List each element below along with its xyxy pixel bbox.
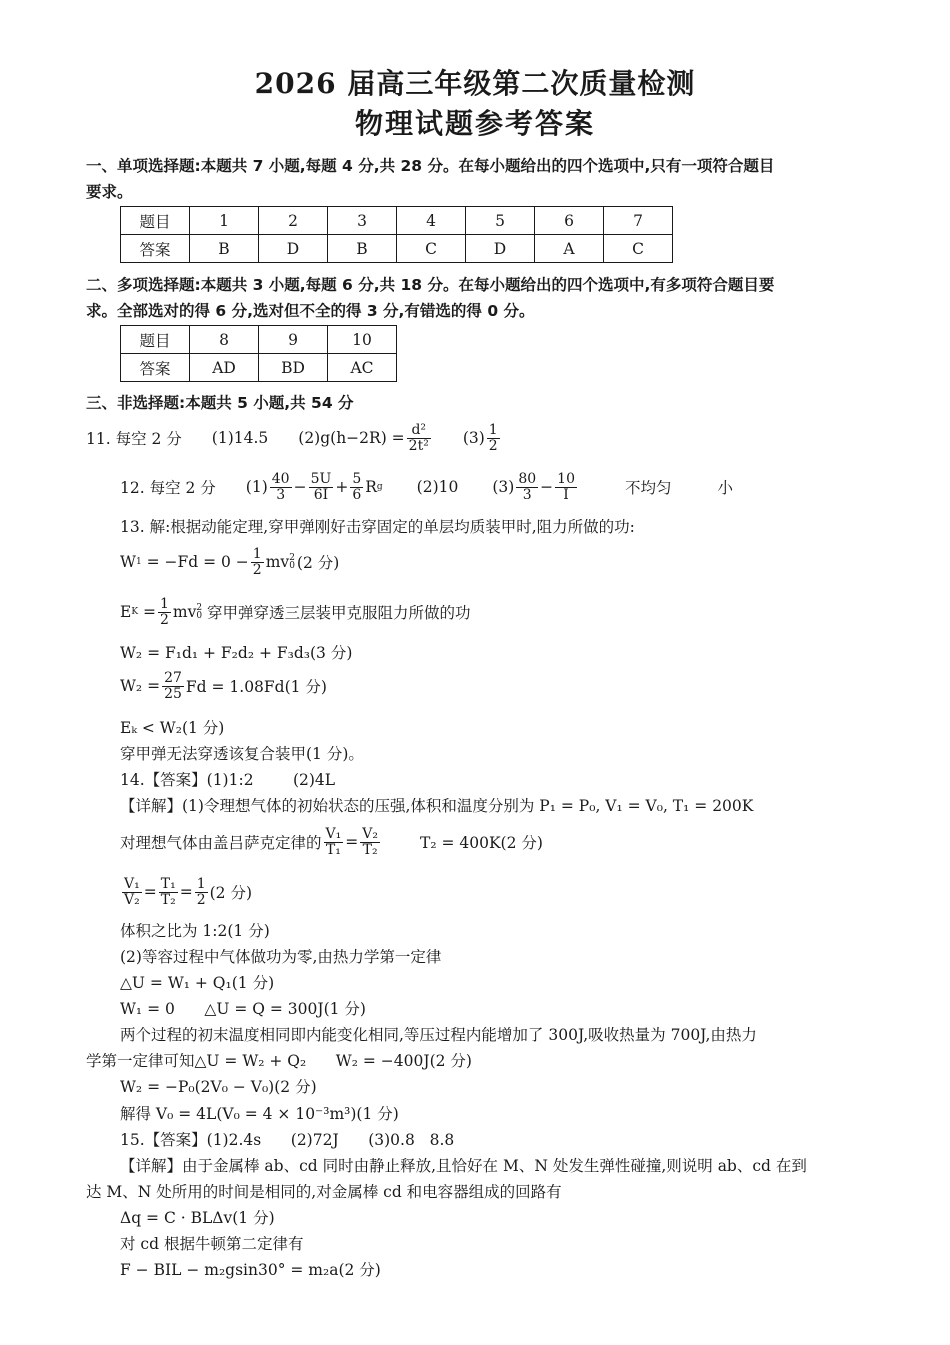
q14-ratio-score: (2 分) <box>209 884 252 902</box>
equals: = <box>345 833 359 851</box>
q11-part2-fraction: $\frac{\text{d²}}{\text{2t²}}$ <box>408 421 429 454</box>
q12-fraction-4: $\frac{80}{3}$ <box>518 470 537 503</box>
q13-w1-fraction: $\frac{1}{2}$ <box>252 545 262 578</box>
q13-ek-tail: mv <box>172 603 197 621</box>
q14-ratio-equation <box>120 870 252 914</box>
superscript: 2 <box>196 602 203 613</box>
q12-lead: 12. 每空 2 分 <box>120 479 216 497</box>
row-label-question: 题目 <box>121 326 190 354</box>
q12-part5: 小 <box>717 479 734 497</box>
row-label-answer: 答案 <box>121 235 190 263</box>
q14-solve: 解得 V₀ = 4L(V₀ = 4 × 10⁻³m³)(1 分) <box>120 1105 399 1123</box>
q13-ek-line <box>120 592 471 632</box>
table-cell: 7 <box>604 207 673 235</box>
q13-ek-symbol: E <box>120 603 132 621</box>
section1-heading-b: 要求。 <box>86 183 133 201</box>
q11-lead: 11. 每空 2 分 <box>86 430 182 448</box>
table-cell: D <box>259 235 328 263</box>
q13-w1-tail: mv <box>265 553 290 571</box>
table-cell: 8 <box>190 326 259 354</box>
q12-fraction-2: $\frac{5U}{6I}$ <box>310 470 332 503</box>
q12-resistance-subscript: g <box>376 482 383 492</box>
q15-force: F − BIL − m₂gsin30° = m₂a(2 分) <box>120 1261 381 1279</box>
q11-part3: (3) <box>462 429 485 447</box>
table-cell: 3 <box>328 207 397 235</box>
q13-conclusion: 穿甲弹无法穿透该复合装甲(1 分)。 <box>120 745 364 763</box>
q14-ratio: 体积之比为 1:2(1 分) <box>120 922 270 940</box>
table-cell: 9 <box>259 326 328 354</box>
equals: = <box>138 603 156 621</box>
q14-fraction: $\frac{\text{V₂}}{\text{T₂}}$ <box>362 825 378 858</box>
subscript: 0 <box>196 611 203 621</box>
table-row-answers <box>121 354 397 382</box>
q14-fraction: $\frac{\text{V₁}}{\text{T₁}}$ <box>325 825 342 858</box>
q13-w2b-line <box>120 664 327 708</box>
subscript: 0 <box>289 561 295 571</box>
table-row-questions <box>121 207 673 235</box>
q12-line <box>120 466 733 508</box>
q14-paragraph-a: 两个过程的初末温度相同即内能变化相同,等压过程内能增加了 300J,吸收热量为 700J,由热力 <box>120 1026 757 1044</box>
table-cell: C <box>397 235 466 263</box>
q13-w1-score: (2 分) <box>296 554 340 572</box>
q14-paragraph-b: 学第一定律可知△U = W₂ + Q₂ W₂ = −400J(2 分) <box>86 1052 472 1070</box>
q13-ek-text: 穿甲弹穿透三层装甲克服阻力所做的功 <box>202 604 471 622</box>
table-cell: 4 <box>397 207 466 235</box>
section2-heading-b: 求。全部选对的得 6 分,选对但不全的得 3 分,有错选的得 0 分。 <box>86 302 535 320</box>
q13-w2b-fraction: $\frac{27}{25}$ <box>164 669 182 702</box>
q11-line <box>86 418 502 458</box>
subscript: 1 <box>135 557 142 567</box>
equals: = <box>143 883 157 901</box>
q14-w1-zero: W₁ = 0 △U = Q = 300J(1 分) <box>120 1000 366 1018</box>
q15-newton: 对 cd 根据牛顿第二定律有 <box>120 1235 304 1253</box>
table-cell: 1 <box>190 207 259 235</box>
q12-fraction-3: $\frac{5}{6}$ <box>352 470 362 503</box>
q14-t2-result: T₂ = 400K(2 分) <box>419 834 543 852</box>
table-cell: D <box>466 235 535 263</box>
q13-w2-line: W₂ = F₁d₁ + F₂d₂ + F₃d₃(3 分) <box>120 644 353 662</box>
table-cell: AD <box>190 354 259 382</box>
q14-gay-lussac-text: 对理想气体由盖吕萨克定律的 <box>120 834 322 852</box>
equals: = <box>179 883 193 901</box>
q13-w2b-prefix: W₂ = <box>120 677 161 695</box>
table-cell: B <box>190 235 259 263</box>
q13-w1-symbol: W <box>120 553 136 571</box>
q14-w2: W₂ = −P₀(2V₀ − V₀)(2 分) <box>120 1078 317 1096</box>
q13-w1-line <box>120 542 339 582</box>
q14-detail-1: 【详解】(1)令理想气体的初始状态的压强,体积和温度分别为 P₁ = P₀, V₁ = V₀, T₁ = 200K <box>120 797 754 815</box>
q15-detail-b: 达 M、N 处所用的时间是相同的,对金属棒 cd 和电容器组成的回路有 <box>86 1183 562 1201</box>
q14-fraction: $\frac{\text{T₁}}{\text{T₂}}$ <box>160 875 176 908</box>
table-cell: B <box>328 235 397 263</box>
table-cell: A <box>535 235 604 263</box>
table-cell: C <box>604 235 673 263</box>
subscript: K <box>131 607 139 617</box>
q13-w2b-tail: Fd = 1.08Fd(1 分) <box>185 678 327 696</box>
q13-intro: 13. 解:根据动能定理,穿甲弹刚好击穿固定的单层均质装甲时,阻力所做的功: <box>120 518 635 536</box>
q15-answer: 15.【答案】(1)2.4s (2)72J (3)0.8 8.8 <box>120 1131 455 1149</box>
table-cell: 5 <box>466 207 535 235</box>
section2-answer-table <box>120 325 397 382</box>
section2-heading-a: 二、多项选择题:本题共 3 小题,每题 6 分,共 18 分。在每小题给出的四个选项中,有多项符合题目要 <box>86 276 775 294</box>
table-cell: 2 <box>259 207 328 235</box>
q14-fraction: $\frac{\text{V₁}}{\text{V₂}}$ <box>124 875 140 908</box>
section1-answer-table <box>120 206 673 263</box>
table-cell: 6 <box>535 207 604 235</box>
q14-fraction: $\frac{1}{2}$ <box>196 875 206 908</box>
q12-part4: 不均匀 <box>624 479 672 497</box>
superscript: 2 <box>289 552 295 563</box>
q11-part2: (2)g(h−2R) = <box>298 429 405 447</box>
q15-charge: Δq = C · BLΔv(1 分) <box>120 1209 275 1227</box>
table-row-questions <box>121 326 397 354</box>
row-label-question: 题目 <box>121 207 190 235</box>
q13-compare: Eₖ < W₂(1 分) <box>120 719 225 737</box>
table-cell: BD <box>259 354 328 382</box>
q12-part2: (2)10 <box>416 478 459 496</box>
q11-part1: (1)14.5 <box>211 429 269 447</box>
section3-heading: 三、非选择题:本题共 5 小题,共 54 分 <box>86 394 354 412</box>
q13-w1-expression: = −Fd = 0 − <box>141 553 249 571</box>
doc-title-line2: 物理试题参考答案 <box>354 107 595 140</box>
q12-operator: + <box>335 478 349 496</box>
q14-part2-intro: (2)等容过程中气体做功为零,由热力学第一定律 <box>120 948 442 966</box>
q11-part3-fraction: $\frac{1}{2}$ <box>488 421 498 454</box>
q14-gay-lussac-line <box>120 820 543 864</box>
q12-resistance-symbol: R <box>365 478 377 496</box>
q13-ek-fraction: $\frac{1}{2}$ <box>159 595 169 628</box>
q12-part1-label: (1) <box>245 478 268 496</box>
q15-detail-a: 【详解】由于金属棒 ab、cd 同时由静止释放,且恰好在 M、N 处发生弹性碰撞,则说明 ab、cd 在到 <box>120 1157 807 1175</box>
q12-part3-label: (3) <box>492 478 515 496</box>
q12-operator: − <box>540 478 554 496</box>
q12-fraction-5: $\frac{10}{I}$ <box>557 470 575 503</box>
q14-delta-u: △U = W₁ + Q₁(1 分) <box>120 974 275 992</box>
table-cell: 10 <box>328 326 397 354</box>
section1-heading-a: 一、单项选择题:本题共 7 小题,每题 4 分,共 28 分。在每小题给出的四个选项中,只有一项符合题目 <box>86 157 775 175</box>
q12-operator: − <box>293 478 307 496</box>
table-row-answers <box>121 235 673 263</box>
doc-title-line1: 2026 届高三年级第二次质量检测 <box>254 67 696 100</box>
table-cell: AC <box>328 354 397 382</box>
q14-answer: 14.【答案】(1)1:2 (2)4L <box>120 771 336 789</box>
q12-fraction-1: $\frac{40}{3}$ <box>271 470 290 503</box>
row-label-answer: 答案 <box>121 354 190 382</box>
